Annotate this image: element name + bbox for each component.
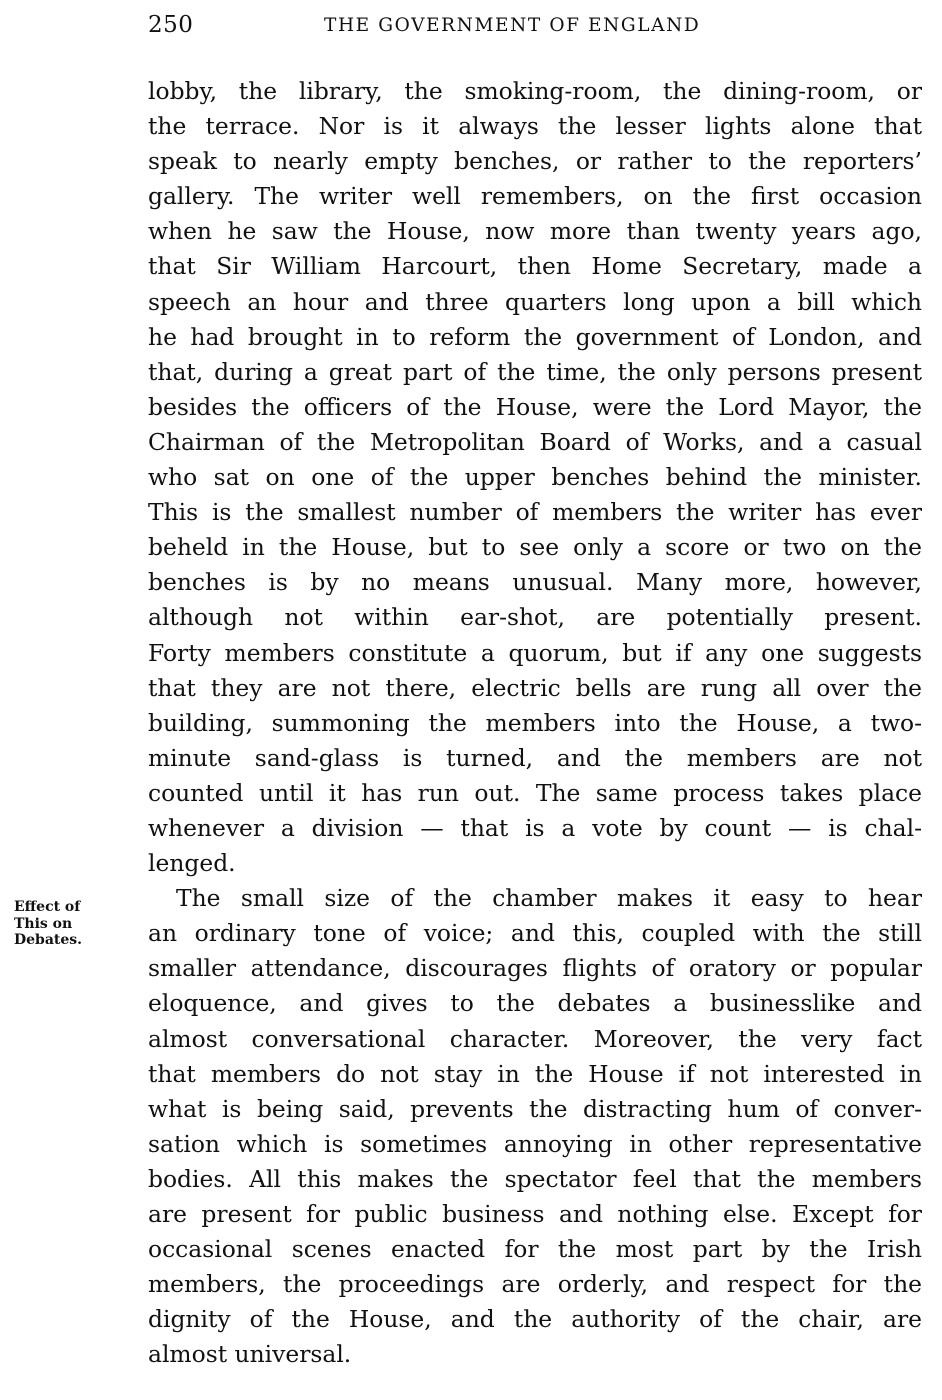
text-line: the terrace. Nor is it always the lesser lights alone that: [148, 112, 922, 141]
paragraph-continued: [148, 74, 922, 881]
text-line: that members do not stay in the House if not interested in: [148, 1059, 922, 1088]
text-line: This is the smallest number of members the writer has ever: [148, 498, 922, 527]
margin-note: [14, 899, 132, 949]
text-line: who sat on one of the upper benches behind the minister.: [148, 463, 922, 492]
text-line: Forty members constitute a quorum, but if any one suggests: [148, 638, 922, 667]
margin-note-line: Effect of: [14, 899, 81, 915]
text-line: members, the proceedings are orderly, and respect for the: [148, 1270, 922, 1299]
text-line: sation which is sometimes annoying in other representative: [148, 1129, 922, 1158]
text-line: an ordinary tone of voice; and this, coupled with the still: [148, 919, 922, 948]
margin-note-line: This on: [14, 915, 73, 932]
text-line: almost universal.: [148, 1340, 352, 1369]
margin-note-line: Debates.: [14, 932, 83, 948]
body-text: [148, 74, 922, 1372]
text-line: eloquence, and gives to the debates a businesslike and: [148, 989, 922, 1018]
text-line: that, during a great part of the time, the only persons present: [148, 357, 922, 386]
text-line: smaller attendance, discourages flights of oratory or popular: [148, 954, 922, 983]
text-line: The small size of the chamber makes it easy to hear: [176, 884, 922, 913]
text-line: speak to nearly empty benches, or rather to the reporters’: [148, 147, 922, 176]
running-title: THE GOVERNMENT OF ENGLAND: [324, 15, 701, 36]
text-line: besides the officers of the House, were the Lord Mayor, the: [148, 392, 922, 421]
paragraph-effect-on-debates: [148, 881, 922, 1372]
text-line: benches is by no means unusual. Many more, however,: [148, 568, 922, 597]
text-line: almost conversational character. Moreover, the very fact: [148, 1024, 922, 1053]
text-line: speech an hour and three quarters long upon a bill which: [148, 287, 922, 316]
text-line: what is being said, prevents the distracting hum of conver-: [148, 1094, 922, 1123]
text-line: whenever a division — that is a vote by count — is chal-: [148, 813, 922, 842]
text-line: building, summoning the members into the House, a two-: [148, 708, 922, 737]
page-number: 250: [148, 12, 194, 38]
text-line: he had brought in to reform the government of London, and: [148, 322, 922, 351]
text-line: are present for public business and nothing else. Except for: [148, 1200, 922, 1228]
text-line: bodies. All this makes the spectator feel that the members: [148, 1164, 922, 1193]
text-line: that Sir William Harcourt, then Home Secretary, made a: [148, 252, 922, 281]
text-line: counted until it has run out. The same process takes place: [148, 778, 922, 807]
text-line: although not within ear-shot, are potentially present.: [148, 603, 922, 632]
text-line: occasional scenes enacted for the most part by the Irish: [148, 1235, 922, 1264]
text-line: gallery. The writer well remembers, on the first occasion: [148, 182, 922, 211]
text-line: dignity of the House, and the authority of the chair, are: [148, 1305, 922, 1334]
text-line: that they are not there, electric bells are rung all over the: [148, 673, 922, 702]
text-line: minute sand-glass is turned, and the members are not: [148, 743, 922, 772]
text-line: beheld in the House, but to see only a score or two on the: [148, 533, 922, 562]
text-line: lenged.: [148, 849, 236, 878]
page-header: [148, 12, 922, 46]
text-line: Chairman of the Metropolitan Board of Works, and a casual: [148, 427, 922, 456]
text-line: lobby, the library, the smoking-room, the dining-room, or: [148, 77, 922, 105]
text-line: when he saw the House, now more than twenty years ago,: [148, 217, 922, 246]
